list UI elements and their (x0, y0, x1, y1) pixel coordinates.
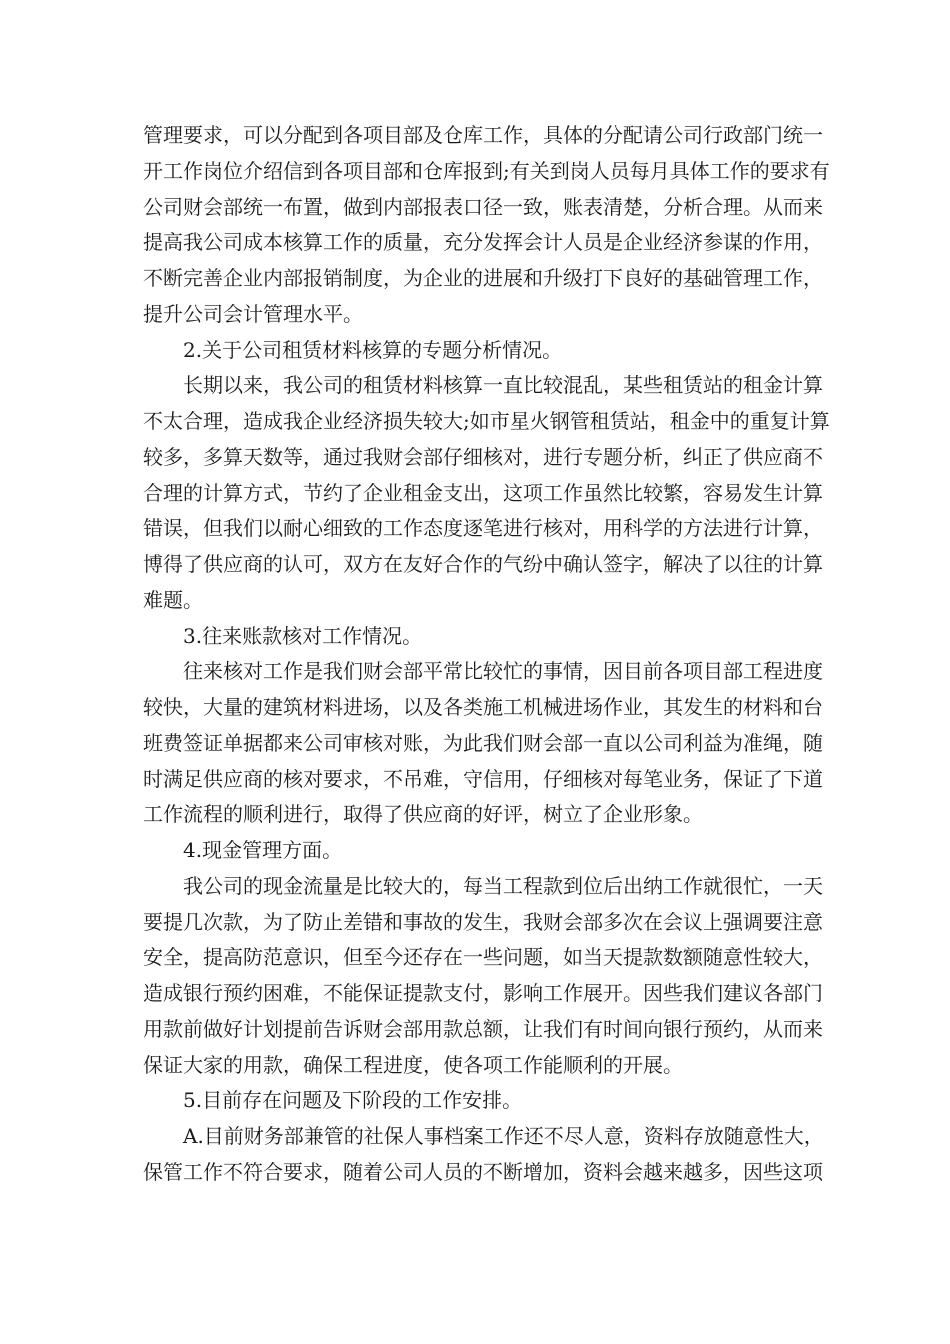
text-line: 保管工作不符合要求，随着公司人员的不断增加，资料会越来越多，因些这项 (143, 1159, 823, 1184)
text-line: 提升公司会计管理水平。 (143, 301, 363, 326)
text-line: 造成银行预约困难，不能保证提款支付，影响工作展开。因些我们建议各部门 (143, 981, 823, 1005)
body-paragraph (143, 869, 823, 1084)
text-line: 4.现金管理方面。 (183, 838, 343, 862)
text-line: 要提几次款，为了防止差错和事故的发生，我财会部多次在会议上强调要注意 (143, 909, 823, 934)
text-line: 3.往来账款核对工作情况。 (183, 623, 423, 648)
text-line: 班费签证单据都来公司审核对账，为此我们财会部一直以公司利益为准绳，随 (143, 730, 823, 755)
section-heading (143, 333, 807, 369)
text-line: 不断完善企业内部报销制度，为企业的进展和升级打下良好的基础管理工作， (143, 266, 823, 290)
text-line: 5.目前存在问题及下阶段的工作安排。 (183, 1088, 523, 1113)
text-line: A.目前财务部兼管的社保人事档案工作还不尽人意，资料存放随意性大， (183, 1124, 824, 1148)
text-line: 工作流程的顺利进行，取得了供应商的好评，树立了企业形象。 (143, 802, 703, 827)
text-line: 长期以来，我公司的租赁材料核算一直比较混乱，某些租赁站的租金计算 (183, 373, 823, 398)
text-line: 错误，但我们以耐心细致的工作态度逐笔进行核对，用科学的方法进行计算， (143, 516, 823, 541)
text-line: 博得了供应商的认可，双方在友好合作的气纷中确认签字，解决了以往的计算 (143, 552, 823, 576)
text-line: 2.关于公司租赁材料核算的专题分析情况。 (183, 337, 563, 362)
body-paragraph (143, 1119, 824, 1191)
text-line: 管理要求，可以分配到各项目部及仓库工作，具体的分配请公司行政部门统一 (143, 123, 823, 147)
body-paragraph (143, 118, 830, 333)
text-line: 我公司的现金流量是比较大的，每当工程款到位后出纳工作就很忙，一天 (183, 873, 823, 898)
text-line: 公司财会部统一布置，做到内部报表口径一致，账表清楚，分析合理。从而来 (143, 194, 823, 219)
text-line: 较快，大量的建筑材料进场，以及各类施工机械进场作业，其发生的材料和台 (143, 695, 823, 719)
section-heading (143, 1083, 807, 1119)
section-heading (143, 619, 807, 655)
text-line: 合理的计算方式，节约了企业租金支出，这项工作虽然比较繁，容易发生计算 (143, 480, 823, 505)
text-line: 往来核对工作是我们财会部平常比较忙的事情，因目前各项目部工程进度 (183, 659, 823, 684)
text-line: 保证大家的用款，确保工程进度，使各项工作能顺利的开展。 (143, 1052, 683, 1077)
text-line: 较多，多算天数等，通过我财会部仔细核对，进行专题分析，纠正了供应商不 (143, 444, 823, 469)
text-line: 开工作岗位介绍信到各项目部和仓库报到;有关到岗人员每月具体工作的要求有 (143, 158, 830, 183)
text-line: 安全，提高防范意识，但至今还存在一些问题，如当天提款数额随意性较大， (143, 945, 823, 970)
section-heading (143, 833, 807, 869)
body-paragraph (143, 368, 830, 618)
text-line: 时满足供应商的核对要求，不吊难，守信用，仔细核对每笔业务，保证了下道 (143, 766, 823, 791)
text-line: 难题。 (143, 587, 203, 612)
text-line: 不太合理，造成我企业经济损失较大;如市星火钢管租赁站，租金中的重复计算 (143, 409, 830, 433)
text-line: 提高我公司成本核算工作的质量，充分发挥会计人员是企业经济参谋的作用， (143, 230, 823, 255)
document-body (143, 118, 830, 1191)
body-paragraph (143, 654, 823, 833)
text-line: 用款前做好计划提前告诉财会部用款总额，让我们有时间向银行预约，从而来 (143, 1016, 823, 1041)
